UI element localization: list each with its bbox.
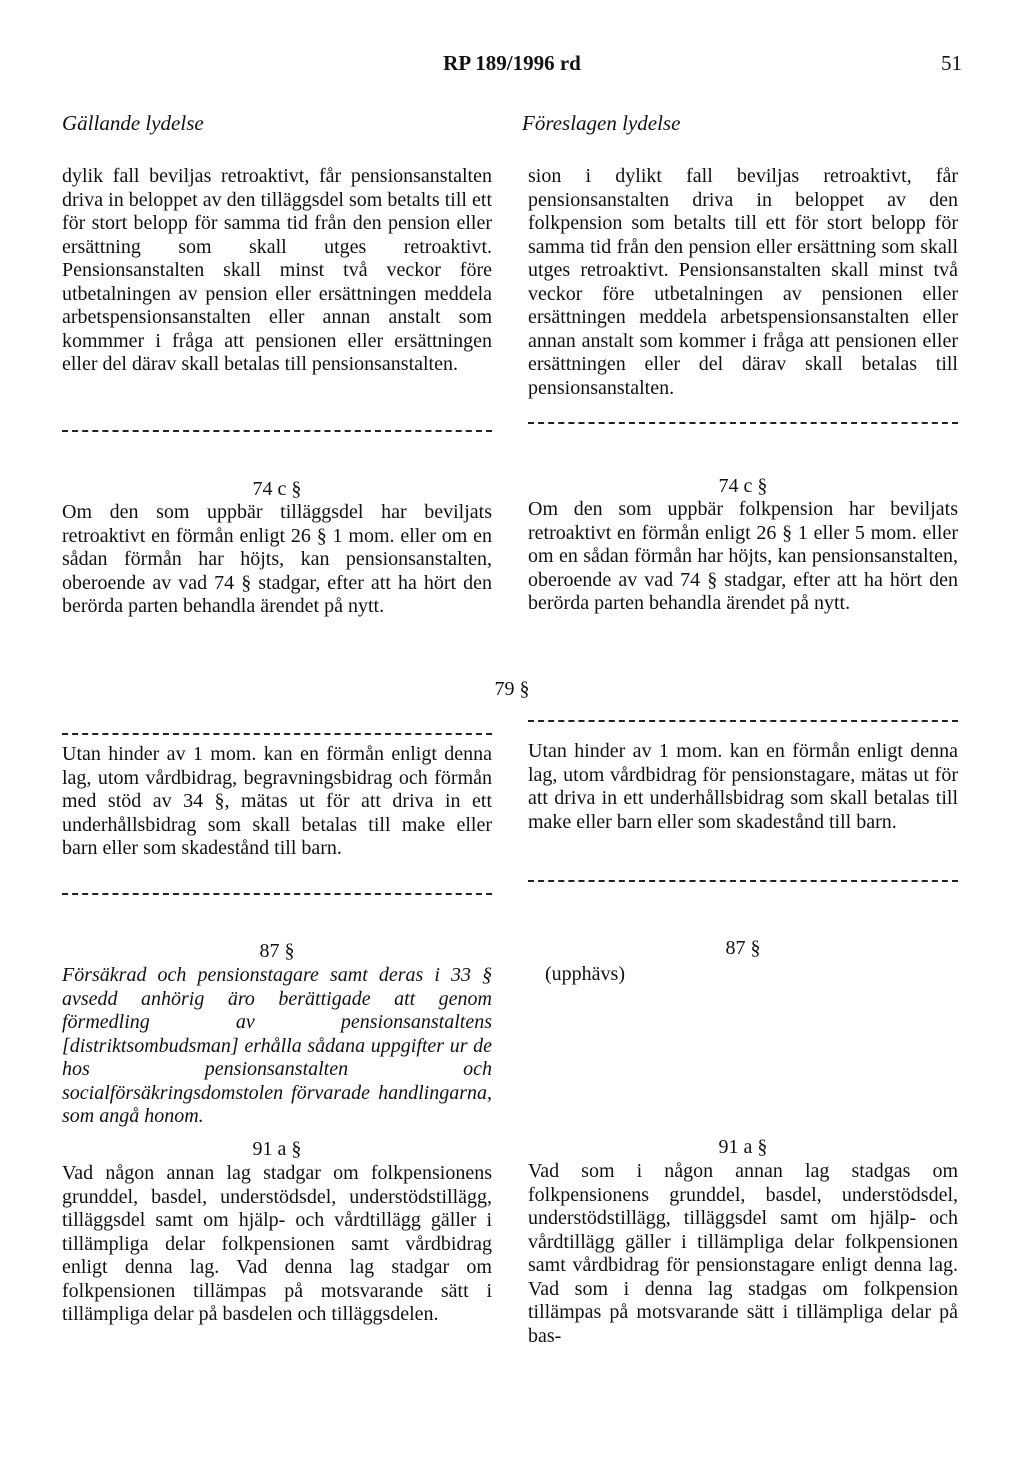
section-heading-right-74c: 74 c §: [718, 475, 768, 497]
section-heading-left-91a: 91 a §: [252, 1138, 302, 1160]
paragraph-left-79: Utan hinder av 1 mom. kan en förmån enligt denna lag, utom vårdbidrag, begravningsbidrag och förmån med stöd av 34 §, mätas ut för att driva in ett underhållsbidrag som skall betalas till make eller barn eller som skadestånd till barn.: [62, 743, 492, 859]
proposed-wording-heading: Föreslagen lydelse: [522, 111, 681, 135]
section-heading-right-91a: 91 a §: [718, 1136, 768, 1158]
page-header: [0, 52, 1024, 80]
page-number: 51: [941, 51, 962, 75]
paragraph-left-74c: Om den som uppbär tilläggsdel har beviljats retroaktivt en förmån enligt 26 § 1 mom. eller om en sådan förmån har höjts, kan pensionsanstalten, oberoende av vad 74 § stadgar, efter att ha hört den berörda parten behandla ärendet på nytt.: [62, 501, 492, 617]
section-heading-left-87: 87 §: [259, 940, 295, 962]
dash-separator: [62, 733, 492, 735]
dash-separator: [528, 880, 958, 882]
paragraph-left-87: Försäkrad och pensionstagare samt deras i 33 § avsedd anhörig äro berättigade att genom förmedling av pensionsanstaltens [distriktsombudsman] erhålla sådana uppgifter ur de hos pensionsanstalten och socialförsäkringsdomstolen förvarade handlingarna, som angå honom.: [62, 964, 492, 1127]
current-wording-heading: Gällande lydelse: [62, 111, 204, 135]
paragraph-left-1: dylik fall beviljas retroaktivt, får pensionsanstalten driva in beloppet av den tilläggsdel som betalts till ett för stort belopp för samma tid från den pension eller ersättning som skall utges retroaktivt. Pensionsanstalten skall minst två veckor före utbetalningen av pension eller ersättningen meddela arbetspensionsanstalten eller annan anstalt som kommmer i fråga att pensionen eller ersättningen eller del därav skall betalas till pensionsanstalten.: [62, 165, 492, 375]
paragraph-left-91a: Vad någon annan lag stadgar om folkpensionens grunddel, basdel, understödsdel, understödstillägg, tilläggsdel samt om hjälp- och vårdtillägg gäller i tillämpliga delar folkpensionen samt vårdbidrag enligt denna lag. Vad denna lag stadgar om folkpensionen tillämpas på motsvarande sätt i tillämpliga delar på basdelen och tilläggsdelen.: [62, 1162, 492, 1325]
section-heading-right-87: 87 §: [725, 937, 761, 959]
section-heading-left-74c: 74 c §: [252, 478, 302, 500]
paragraph-right-87: (upphävs): [545, 963, 625, 985]
section-heading-79: 79 §: [494, 678, 530, 700]
dash-separator: [62, 893, 492, 895]
dash-separator: [528, 720, 958, 722]
document-id: RP 189/1996 rd: [443, 51, 581, 75]
dash-separator: [62, 430, 492, 432]
paragraph-right-74c: Om den som uppbär folkpension har beviljats retroaktivt en förmån enligt 26 § 1 eller 5 mom. eller om en sådan förmån har höjts, kan pensionsanstalten, oberoende av vad 74 § stadgar, efter att ha hört den berörda parten behandla ärendet på nytt.: [528, 498, 958, 614]
paragraph-right-1: sion i dylikt fall beviljas retroaktivt, får pensionsanstalten driva in beloppet av den folkpension som betalts till ett för stort belopp för samma tid från den pension eller ersättning som skall utges retroaktivt. Pensionsanstalten skall minst två veckor före utbetalningen av pensionen eller ersättningen meddela arbetspensionsanstalten eller annan anstalt som kommer i fråga att pensionen eller ersättningen eller del därav skall betalas till pensionsanstalten.: [528, 165, 958, 399]
paragraph-right-79: Utan hinder av 1 mom. kan en förmån enligt denna lag, utom vårdbidrag för pensionstagare, mätas ut för att driva in ett underhållsbidrag som skall betalas till make eller barn eller som skadestånd till barn.: [528, 740, 958, 833]
paragraph-right-91a: Vad som i någon annan lag stadgas om folkpensionens grunddel, basdel, understödsdel, understödstillägg, tilläggsdel samt om hjälp- och vårdtillägg gäller i tillämpliga delar folkpensionen samt vårdbidrag för pensionstagare enligt denna lag. Vad som i denna lag stadgas om folkpension tillämpas på motsvarande sätt i tillämpliga delar på bas-: [528, 1160, 958, 1347]
dash-separator: [528, 422, 958, 424]
